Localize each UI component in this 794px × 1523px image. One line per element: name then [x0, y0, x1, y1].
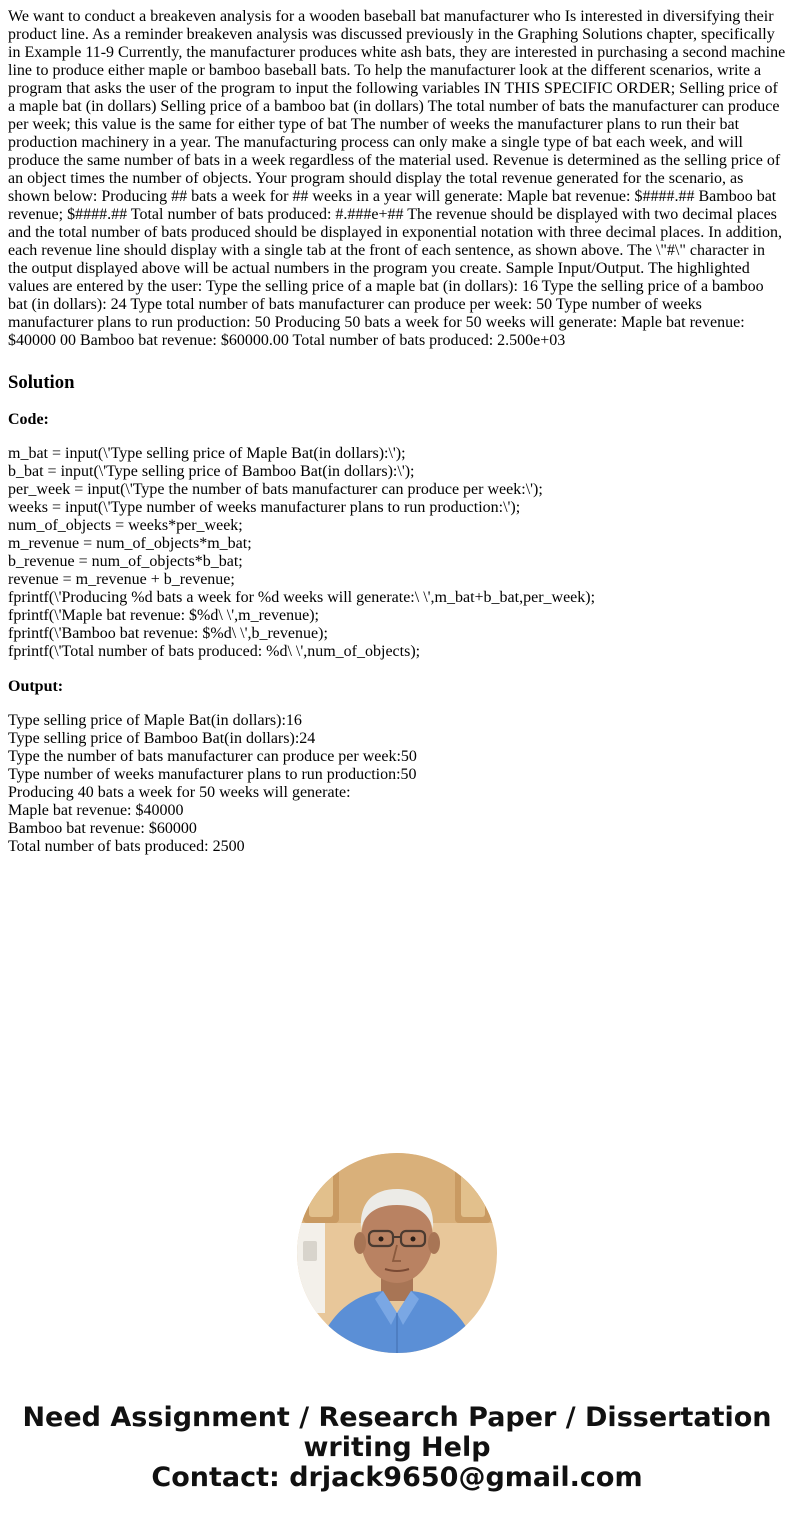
- output-line: Type selling price of Maple Bat(in dollars):16: [8, 712, 302, 729]
- output-line: Type number of weeks manufacturer plans to run production:50: [8, 766, 417, 783]
- person-portrait-icon: [297, 1153, 497, 1353]
- output-line: Producing 40 bats a week for 50 weeks will generate:: [8, 784, 351, 801]
- code-line: b_bat = input(\'Type selling price of Bamboo Bat(in dollars):\');: [8, 463, 415, 480]
- output-heading: Output:: [8, 678, 64, 695]
- code-line: per_week = input(\'Type the number of bats manufacturer can produce per week:\');: [8, 481, 543, 498]
- output-line: Maple bat revenue: $40000: [8, 802, 184, 819]
- code-block: [8, 445, 786, 661]
- banner-line-2: writing Help: [303, 1432, 491, 1463]
- contact-banner: [0, 1403, 794, 1493]
- code-line: fprintf(\'Bamboo bat revenue: $%d\ \',b_revenue);: [8, 625, 328, 642]
- code-line: fprintf(\'Producing %d bats a week for %d weeks will generate:\ \',m_bat+b_bat,per_week);: [8, 589, 596, 606]
- output-line: Total number of bats produced: 2500: [8, 838, 245, 855]
- output-line: Type the number of bats manufacturer can produce per week:50: [8, 748, 417, 765]
- code-line: m_revenue = num_of_objects*m_bat;: [8, 535, 252, 552]
- output-line: Bamboo bat revenue: $60000: [8, 820, 197, 837]
- code-line: num_of_objects = weeks*per_week;: [8, 517, 243, 534]
- code-line: weeks = input(\'Type number of weeks manufacturer plans to run production:\');: [8, 499, 521, 516]
- author-avatar: [297, 1153, 497, 1353]
- banner-contact-line: Contact: drjack9650@gmail.com: [151, 1462, 643, 1493]
- code-line: b_revenue = num_of_objects*b_bat;: [8, 553, 243, 570]
- document-content: [8, 8, 786, 856]
- code-line: m_bat = input(\'Type selling price of Maple Bat(in dollars):\');: [8, 445, 406, 462]
- question-text: We want to conduct a breakeven analysis for a wooden baseball bat manufacturer who Is interested in diversifying their product line. As a reminder breakeven analysis was discussed previously in the Graphing Solutions chapter, specifically in Example 11-9 Currently, the manufacturer produces white ash bats, they are interested in purchasing a second machine line to produce either maple or bamboo baseball bats. To help the manufacturer look at the different scenarios, write a program that asks the user of the program to input the following variables IN THIS SPECIFIC ORDER; Selling price of a maple bat (in dollars) Selling price of a bamboo bat (in dollars) The total number of bats the manufacturer can produce per week; this value is the same for either type of bat The number of weeks the manufacturer plans to run their bat production machinery in a year. The manufacturing process can only make a single type of bat each week, and will produce the same number of bats in a week regardless of the material used. Revenue is determined as the selling price of an object times the number of objects. Your program should display the total revenue generated for the scenario, as shown below: Producing ## bats a week for ## weeks in a year will generate: Maple bat revenue: $####.## Bamboo bat revenue; $####.## Total number of bats produced: #.###e+## The revenue should be displayed with two decimal places and the total number of bats produced should be displayed in exponential notation with three decimal places. In addition, each revenue line should display with a single tab at the front of each sentence, as shown above. The \"#\" character in the output displayed above will be actual numbers in the program you create. Sample Input/Output. The highlighted values are entered by the user: Type the selling price of a maple bat (in dollars): 16 Type the selling price of a bamboo bat (in dollars): 24 Type total number of bats manufacturer can produce per week: 50 Type number of weeks manufacturer plans to run production: 50 Producing 50 bats a week for 50 weeks will generate: Maple bat revenue: $40000 00 Bamboo bat revenue: $60000.00 Total number of bats produced: 2.500e+03: [8, 8, 786, 349]
- output-block: [8, 712, 786, 856]
- code-line: fprintf(\'Total number of bats produced: %d\ \',num_of_objects);: [8, 643, 421, 660]
- code-line: revenue = m_revenue + b_revenue;: [8, 571, 235, 588]
- code-heading: Code:: [8, 411, 49, 428]
- output-line: Type selling price of Bamboo Bat(in dollars):24: [8, 730, 316, 747]
- solution-heading: Solution: [8, 372, 75, 393]
- code-line: fprintf(\'Maple bat revenue: $%d\ \',m_revenue);: [8, 607, 319, 624]
- banner-line-1: Need Assignment / Research Paper / Dissertation: [22, 1402, 772, 1433]
